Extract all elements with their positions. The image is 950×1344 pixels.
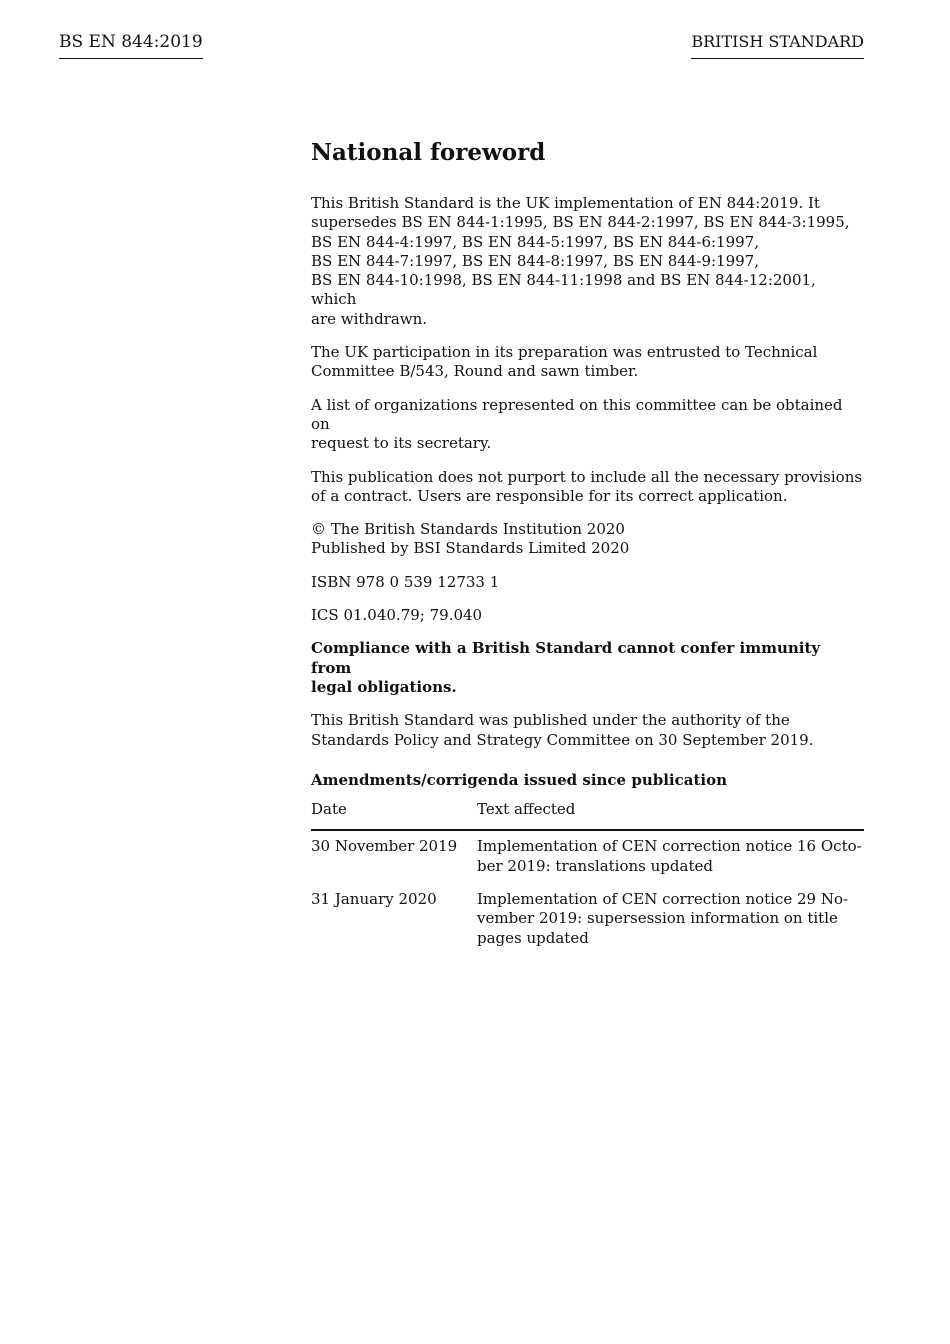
amendments-table [311, 800, 864, 956]
page-title: National foreword [311, 139, 546, 166]
text-line: Standards Policy and Strategy Committee on 30 September 2019. [311, 730, 814, 749]
text-line: BS EN 844-4:1997, BS EN 844-5:1997, BS EN 844-6:1997, [311, 232, 759, 251]
text-line: This publication does not purport to include all the necessary provisions [311, 467, 863, 486]
text-line: ber 2019: translations updated [477, 856, 713, 875]
ics-code: ICS 01.040.79; 79.040 [311, 606, 483, 625]
text-line: Compliance with a British Standard cannot confer immunity from [311, 639, 821, 677]
text-line: Committee B/543, Round and sawn timber. [311, 362, 639, 381]
text-line: The UK participation in its preparation was entrusted to Technical [311, 343, 818, 362]
text-line: are withdrawn. [311, 309, 428, 328]
table-header-row [311, 800, 864, 830]
amendment-text [477, 830, 864, 884]
header-document-number: BS EN 844:2019 [59, 31, 203, 59]
text-line: Implementation of CEN correction notice 16 Octo- [477, 837, 862, 856]
amendment-text [477, 884, 864, 956]
foreword-content [311, 139, 864, 956]
text-line: A list of organizations represented on this committee can be obtained on [311, 395, 843, 433]
text-line: BS EN 844-7:1997, BS EN 844-8:1997, BS EN 844-9:1997, [311, 251, 759, 270]
text-line: of a contract. Users are responsible for its correct application. [311, 486, 788, 505]
text-line: Published by BSI Standards Limited 2020 [311, 539, 630, 558]
authority-paragraph [311, 711, 864, 750]
text-line: vember 2019: supersession information on title [477, 909, 838, 928]
text-line: Implementation of CEN correction notice 29 No- [477, 890, 849, 909]
text-line: legal obligations. [311, 677, 457, 696]
column-header-text-affected: Text affected [477, 800, 864, 830]
text-line: BS EN 844-10:1998, BS EN 844-11:1998 and BS EN 844-12:2001, which [311, 271, 816, 309]
text-line: pages updated [477, 928, 589, 947]
text-line: supersedes BS EN 844-1:1995, BS EN 844-2:1997, BS EN 844-3:1995, [311, 213, 850, 232]
isbn: ISBN 978 0 539 12733 1 [311, 572, 500, 591]
header-standard-type: BRITISH STANDARD [691, 31, 864, 59]
text-line: request to its secretary. [311, 434, 492, 453]
amendments-title: Amendments/corrigenda issued since publication [311, 770, 727, 789]
amendment-date: 31 January 2020 [311, 890, 437, 909]
text-line: This British Standard was published under the authority of the [311, 711, 790, 730]
copyright-paragraph [311, 520, 864, 559]
text-line: © The British Standards Institution 2020 [311, 520, 625, 539]
amendment-date: 30 November 2019 [311, 837, 458, 856]
committee-paragraph [311, 343, 864, 382]
provisions-paragraph [311, 468, 864, 507]
table-row [311, 884, 864, 956]
compliance-notice [311, 639, 864, 697]
text-line: This British Standard is the UK implementation of EN 844:2019. It [311, 194, 820, 212]
table-row [311, 830, 864, 884]
implementation-paragraph [311, 194, 864, 329]
organizations-paragraph [311, 396, 864, 454]
column-header-date: Date [311, 800, 477, 830]
